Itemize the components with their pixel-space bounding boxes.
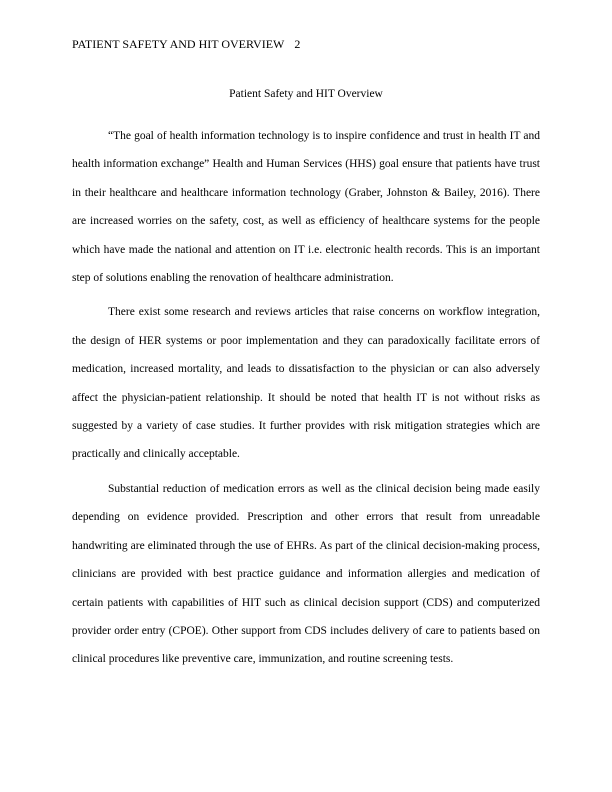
document-title: Patient Safety and HIT Overview <box>229 88 383 100</box>
running-head <box>72 36 300 52</box>
running-head-title: PATIENT SAFETY AND HIT OVERVIEW <box>72 37 285 51</box>
page-number: 2 <box>294 37 301 51</box>
paragraph-1: “The goal of health information technology is to inspire confidence and trust in health IT and health information exchange” Health and Human Services (HHS) goal ensure that patients have trust in their healthcare and healthcare information technology (Graber, Johnston & Bailey, 2016). There are increased worries on the safety, cost, as well as efficiency of healthcare systems for the people which have made the national and attention on IT i.e. electronic health records. This is an important step of solutions enabling the renovation of healthcare administration. <box>72 130 540 285</box>
paragraph-3: Substantial reduction of medication errors as well as the clinical decision being made easily depending on evidence provided. Prescription and other errors that result from unreadable handwriting are eliminated through the use of EHRs. As part of the clinical decision-making process, clinicians are provided with best practice guidance and information allergies and medication of certain patients with capabilities of HIT such as clinical decision support (CDS) and computerized provider order entry (CPOE). Other support from CDS includes delivery of care to patients based on clinical procedures like preventive care, immunization, and routine screening tests. <box>72 482 540 666</box>
document-body <box>72 122 540 680</box>
paragraph-2: There exist some research and reviews articles that raise concerns on workflow integration, the design of HER systems or poor implementation and they can paradoxically facilitate errors of medication, increased mortality, and leads to dissatisfaction to the physician or can also adversely affect the physician-patient relationship. It should be noted that health IT is not without risks as suggested by a variety of case studies. It further provides with risk mitigation strategies which are practically and clinically acceptable. <box>72 306 540 461</box>
